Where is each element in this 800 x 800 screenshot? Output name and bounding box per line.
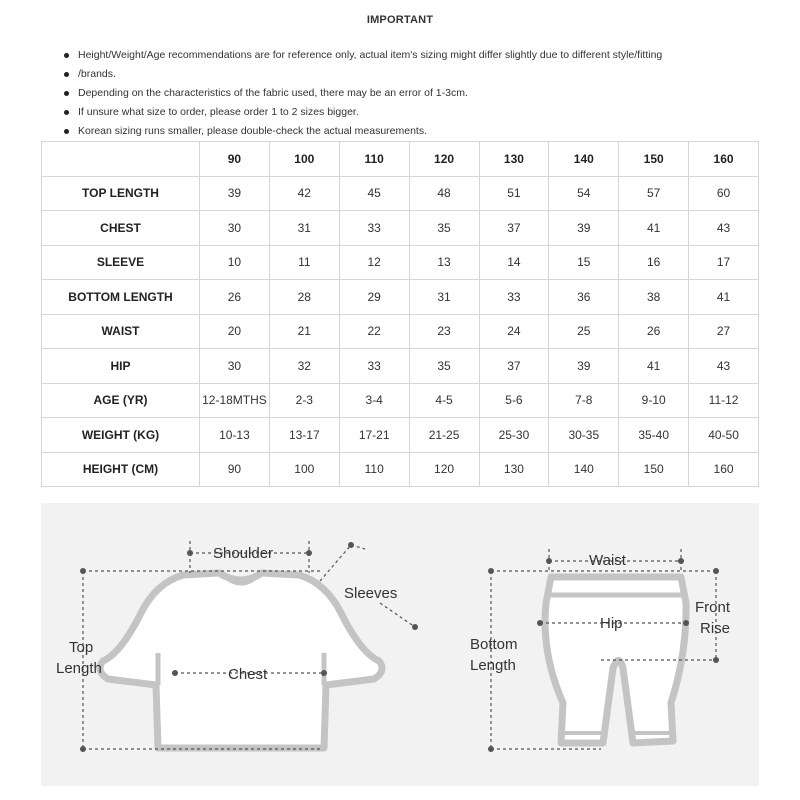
table-cell: 37 [479,349,549,384]
size-chart-table [41,141,759,487]
table-cell: 41 [619,349,689,384]
table-cell: 29 [339,280,409,315]
hip-label: Hip [600,615,623,632]
table-cell: 10 [200,245,270,280]
table-row [42,418,759,453]
table-cell: 30-35 [549,418,619,453]
note-item-continuation: /brands. [62,65,762,84]
chest-label: Chest [228,666,268,683]
measurement-diagram [41,503,759,786]
front-rise-label-line1: Front [695,599,731,616]
table-cell: 41 [619,211,689,246]
table-cell: 140 [549,452,619,487]
page-title: IMPORTANT [366,14,434,26]
table-cell: 36 [549,280,619,315]
top-length-label-line2: Length [56,660,102,677]
table-cell: 33 [339,211,409,246]
size-column-header: 130 [479,142,549,177]
table-cell: 26 [200,280,270,315]
corner-cell [42,142,200,177]
table-row [42,211,759,246]
table-cell: 23 [409,314,479,349]
table-cell: 12 [339,245,409,280]
row-label: CHEST [42,211,200,246]
table-cell: 110 [339,452,409,487]
table-cell: 13 [409,245,479,280]
table-cell: 45 [339,176,409,211]
table-cell: 150 [619,452,689,487]
table-cell: 32 [269,349,339,384]
table-cell: 43 [689,349,759,384]
size-column-header: 110 [339,142,409,177]
table-row [42,314,759,349]
table-cell: 60 [689,176,759,211]
row-label: HIP [42,349,200,384]
table-cell: 11 [269,245,339,280]
table-cell: 27 [689,314,759,349]
table-cell: 9-10 [619,383,689,418]
size-column-header: 100 [269,142,339,177]
size-column-header: 90 [200,142,270,177]
note-item: Depending on the characteristics of the fabric used, there may be an error of 1-3cm. [62,84,762,103]
table-cell: 41 [689,280,759,315]
table-cell: 26 [619,314,689,349]
table-cell: 5-6 [479,383,549,418]
table-row [42,383,759,418]
table-cell: 33 [339,349,409,384]
table-cell: 21-25 [409,418,479,453]
table-header-row [42,142,759,177]
table-cell: 37 [479,211,549,246]
bottom-length-label-line2: Length [470,657,516,674]
note-item: If unsure what size to order, please order 1 to 2 sizes bigger. [62,103,762,122]
table-cell: 31 [409,280,479,315]
table-cell: 22 [339,314,409,349]
measurement-diagram-svg [41,503,759,786]
table-cell: 51 [479,176,549,211]
front-rise-label-line2: Rise [700,620,731,637]
table-cell: 17 [689,245,759,280]
table-cell: 43 [689,211,759,246]
table-cell: 35-40 [619,418,689,453]
size-column-header: 140 [549,142,619,177]
table-row [42,280,759,315]
table-cell: 10-13 [200,418,270,453]
table-cell: 15 [549,245,619,280]
table-row [42,349,759,384]
table-cell: 12-18MTHS [200,383,270,418]
table-cell: 30 [200,211,270,246]
table-cell: 54 [549,176,619,211]
note-item: Height/Weight/Age recommendations are for reference only, actual item's sizing might differ slightly due to different style/fitting [62,46,762,65]
table-cell: 31 [269,211,339,246]
notes-list [62,46,762,141]
size-column-header: 120 [409,142,479,177]
table-cell: 48 [409,176,479,211]
table-cell: 21 [269,314,339,349]
table-cell: 3-4 [339,383,409,418]
table-cell: 33 [479,280,549,315]
table-cell: 90 [200,452,270,487]
row-label: TOP LENGTH [42,176,200,211]
table-cell: 38 [619,280,689,315]
table-cell: 57 [619,176,689,211]
table-cell: 2-3 [269,383,339,418]
row-label: WEIGHT (KG) [42,418,200,453]
table-cell: 14 [479,245,549,280]
row-label: BOTTOM LENGTH [42,280,200,315]
row-label: WAIST [42,314,200,349]
table-cell: 120 [409,452,479,487]
table-row [42,245,759,280]
table-cell: 35 [409,211,479,246]
table-cell: 7-8 [549,383,619,418]
table-cell: 40-50 [689,418,759,453]
table-cell: 30 [200,349,270,384]
top-length-label-line1: Top [69,639,94,656]
table-cell: 42 [269,176,339,211]
table-cell: 160 [689,452,759,487]
size-column-header: 160 [689,142,759,177]
table-cell: 16 [619,245,689,280]
table-cell: 35 [409,349,479,384]
note-item: Korean sizing runs smaller, please double-check the actual measurements. [62,122,762,141]
row-label: AGE (YR) [42,383,200,418]
table-cell: 39 [200,176,270,211]
table-cell: 25 [549,314,619,349]
table-cell: 24 [479,314,549,349]
table-cell: 130 [479,452,549,487]
table-cell: 13-17 [269,418,339,453]
row-label: HEIGHT (CM) [42,452,200,487]
waist-label: Waist [589,552,626,569]
table-cell: 25-30 [479,418,549,453]
sleeves-label: Sleeves [344,585,398,602]
shoulder-label: Shoulder [213,545,274,562]
top-garment-illustration [100,573,382,748]
table-row [42,176,759,211]
size-column-header: 150 [619,142,689,177]
bottom-length-label-line1: Bottom [470,636,518,653]
table-cell: 39 [549,349,619,384]
table-cell: 20 [200,314,270,349]
row-label: SLEEVE [42,245,200,280]
table-cell: 28 [269,280,339,315]
table-cell: 100 [269,452,339,487]
table-cell: 11-12 [689,383,759,418]
table-cell: 4-5 [409,383,479,418]
table-cell: 39 [549,211,619,246]
table-row [42,452,759,487]
table-cell: 17-21 [339,418,409,453]
